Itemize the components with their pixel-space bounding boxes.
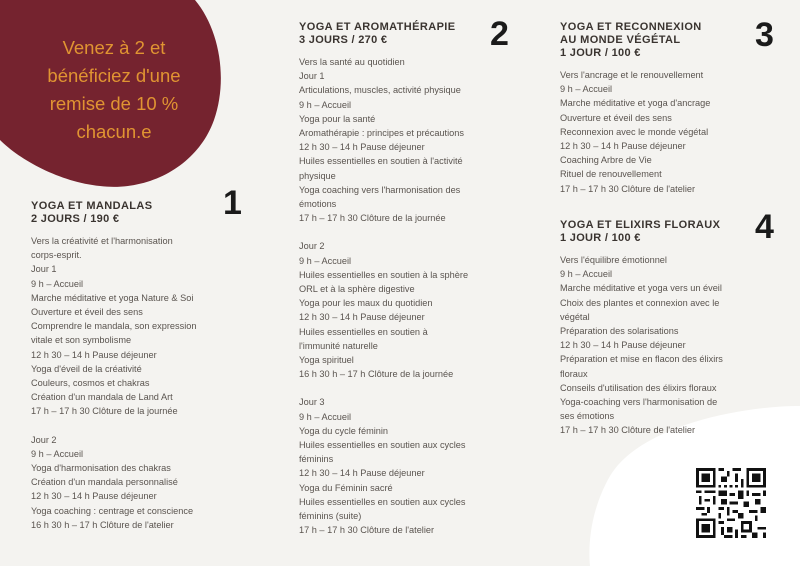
program-line: 17 h – 17 h 30 Clôture de la journée xyxy=(299,213,446,224)
program-lines xyxy=(31,234,241,532)
program-line: 9 h – Accueil xyxy=(31,278,84,289)
section-number: 1 xyxy=(223,184,242,222)
program-line: 17 h – 17 h 30 Clôture de l'atelier xyxy=(299,525,435,536)
program-line: Yoga pour les maux du quotidien xyxy=(299,298,433,309)
promo-text xyxy=(8,34,220,146)
program-line: Yoga coaching vers l'harmonisation des xyxy=(299,184,461,195)
program-line: Couleurs, cosmos et chakras xyxy=(31,378,150,389)
program-line: féminins (suite) xyxy=(299,511,362,522)
program-line: Jour 1 xyxy=(31,264,57,275)
program-line: Jour 1 xyxy=(299,71,325,82)
program-line: physique xyxy=(299,170,336,181)
program-line: 17 h – 17 h 30 Clôture de l'atelier xyxy=(560,425,696,436)
program-line: féminins xyxy=(299,454,334,465)
program-line: Préparation et mise en flacon des élixirs xyxy=(560,354,723,365)
line-spacer xyxy=(299,225,514,239)
section-price: 1 JOUR / 100 € xyxy=(560,47,641,59)
program-line: Vers l'ancrage et le renouvellement xyxy=(560,70,704,80)
section-title: YOGA ET MANDALAS xyxy=(31,200,153,212)
program-line: 12 h 30 – 14 h Pause déjeuner xyxy=(299,468,425,479)
section-price: 3 JOURS / 270 € xyxy=(299,34,388,46)
program-line: Création d'un mandala de Land Art xyxy=(31,392,173,403)
program-line: Jour 2 xyxy=(299,241,325,252)
program-line: 12 h 30 – 14 h Pause déjeuner xyxy=(31,491,157,502)
program-line: Coaching Arbre de Vie xyxy=(560,155,652,166)
program-line: Yoga du cycle féminin xyxy=(299,425,389,436)
program-line: Huiles essentielles en soutien à l'activité xyxy=(299,156,463,167)
program-line: 9 h – Accueil xyxy=(31,448,84,459)
section-title-line2: AU MONDE VÉGÉTAL xyxy=(560,34,681,46)
program-line: 12 h 30 – 14 h Pause déjeuner xyxy=(560,141,686,152)
program-line: vitale et son symbolisme xyxy=(31,335,132,346)
program-lines xyxy=(560,253,760,438)
section-number: 4 xyxy=(755,208,774,246)
program-line: 12 h 30 – 14 h Pause déjeuner xyxy=(560,340,686,351)
program-line: Jour 3 xyxy=(299,397,325,408)
promo-line: remise de 10 % xyxy=(49,93,179,114)
line-spacer xyxy=(31,419,241,433)
program-line: Articulations, muscles, activité physique xyxy=(299,85,461,96)
section-title: YOGA ET RECONNEXION xyxy=(560,21,702,33)
program-line: Yoga-coaching vers l'harmonisation de xyxy=(560,397,718,408)
program-line: Comprendre le mandala, son expression xyxy=(31,321,197,332)
program-line: Yoga d'éveil de la créativité xyxy=(31,363,142,374)
program-line: Yoga du Féminin sacré xyxy=(299,482,393,493)
program-line: Marche méditative et yoga d'ancrage xyxy=(560,98,711,109)
program-line: végétal xyxy=(560,311,590,322)
program-line: Huiles essentielles en soutien à la sphère xyxy=(299,269,469,280)
program-line: 9 h – Accueil xyxy=(299,411,352,422)
program-line: Conseils d'utilisation des élixirs floraux xyxy=(560,382,717,393)
program-line: Aromathérapie : principes et précautions xyxy=(299,128,464,139)
program-line: Yoga spirituel xyxy=(299,355,354,366)
program-line: 16 h 30 h – 17 h Clôture de la journée xyxy=(299,369,454,380)
program-line: 9 h – Accueil xyxy=(299,255,352,266)
program-line: 17 h – 17 h 30 Clôture de l'atelier xyxy=(560,183,696,194)
program-lines xyxy=(299,55,514,538)
program-line: floraux xyxy=(560,368,588,379)
program-line: 9 h – Accueil xyxy=(299,99,352,110)
program-line: Marche méditative et yoga vers un éveil xyxy=(560,283,722,294)
promo-line: bénéficiez d'une xyxy=(47,65,181,86)
program-line: Création d'un mandala personnalisé xyxy=(31,477,178,488)
program-line: Huiles essentielles en soutien aux cycles xyxy=(299,496,466,507)
program-line: Vers la santé au quotidien xyxy=(299,57,405,67)
program-line: 12 h 30 – 14 h Pause déjeuner xyxy=(299,142,425,153)
program-line: Choix des plantes et connexion avec le xyxy=(560,297,720,308)
qr-code[interactable] xyxy=(696,468,766,538)
section-price: 2 JOURS / 190 € xyxy=(31,213,120,225)
program-line: ses émotions xyxy=(560,411,615,422)
section-yoga-elixirs xyxy=(560,219,760,438)
program-line: Vers la créativité et l'harmonisation xyxy=(31,236,173,246)
section-number: 2 xyxy=(490,15,509,53)
program-lines xyxy=(560,68,760,196)
program-line: Ouverture et éveil des sens xyxy=(560,112,672,123)
section-number: 3 xyxy=(755,16,774,54)
program-line: corps-esprit. xyxy=(31,250,82,261)
program-line: Préparation des solarisations xyxy=(560,326,679,337)
program-line: 17 h – 17 h 30 Clôture de la journée xyxy=(31,406,178,417)
program-line: Jour 2 xyxy=(31,434,57,445)
promo-line: Venez à 2 et xyxy=(62,37,166,58)
section-title: YOGA ET ELIXIRS FLORAUX xyxy=(560,219,721,231)
program-line: émotions xyxy=(299,199,337,210)
program-line: Marche méditative et yoga Nature & Soi xyxy=(31,292,194,303)
program-line: Yoga d'harmonisation des chakras xyxy=(31,463,171,474)
program-line: Rituel de renouvellement xyxy=(560,169,662,180)
promo-line: chacun.e xyxy=(76,121,152,142)
program-line: 16 h 30 h – 17 h Clôture de l'atelier xyxy=(31,519,174,530)
section-yoga-reconnexion xyxy=(560,21,760,196)
program-line: Huiles essentielles en soutien aux cycles xyxy=(299,440,466,451)
program-line: 9 h – Accueil xyxy=(560,84,613,95)
line-spacer xyxy=(299,381,514,395)
section-price: 1 JOUR / 100 € xyxy=(560,232,641,244)
section-yoga-aromatherapie xyxy=(299,21,514,538)
program-line: l'immunité naturelle xyxy=(299,340,378,351)
program-line: Ouverture et éveil des sens xyxy=(31,307,143,318)
program-line: Huiles essentielles en soutien à xyxy=(299,326,428,337)
program-line: 9 h – Accueil xyxy=(560,269,613,280)
section-yoga-mandalas xyxy=(31,200,241,532)
program-line: Yoga pour la santé xyxy=(299,113,376,124)
program-line: Yoga coaching : centrage et conscience xyxy=(31,505,194,516)
program-line: ORL et à la sphère digestive xyxy=(299,284,415,295)
program-line: 12 h 30 – 14 h Pause déjeuner xyxy=(31,349,157,360)
program-line: Vers l'équilibre émotionnel xyxy=(560,255,667,265)
section-title: YOGA ET AROMATHÉRAPIE xyxy=(299,21,456,33)
program-line: 12 h 30 – 14 h Pause déjeuner xyxy=(299,312,425,323)
program-line: Reconnexion avec le monde végétal xyxy=(560,126,709,137)
